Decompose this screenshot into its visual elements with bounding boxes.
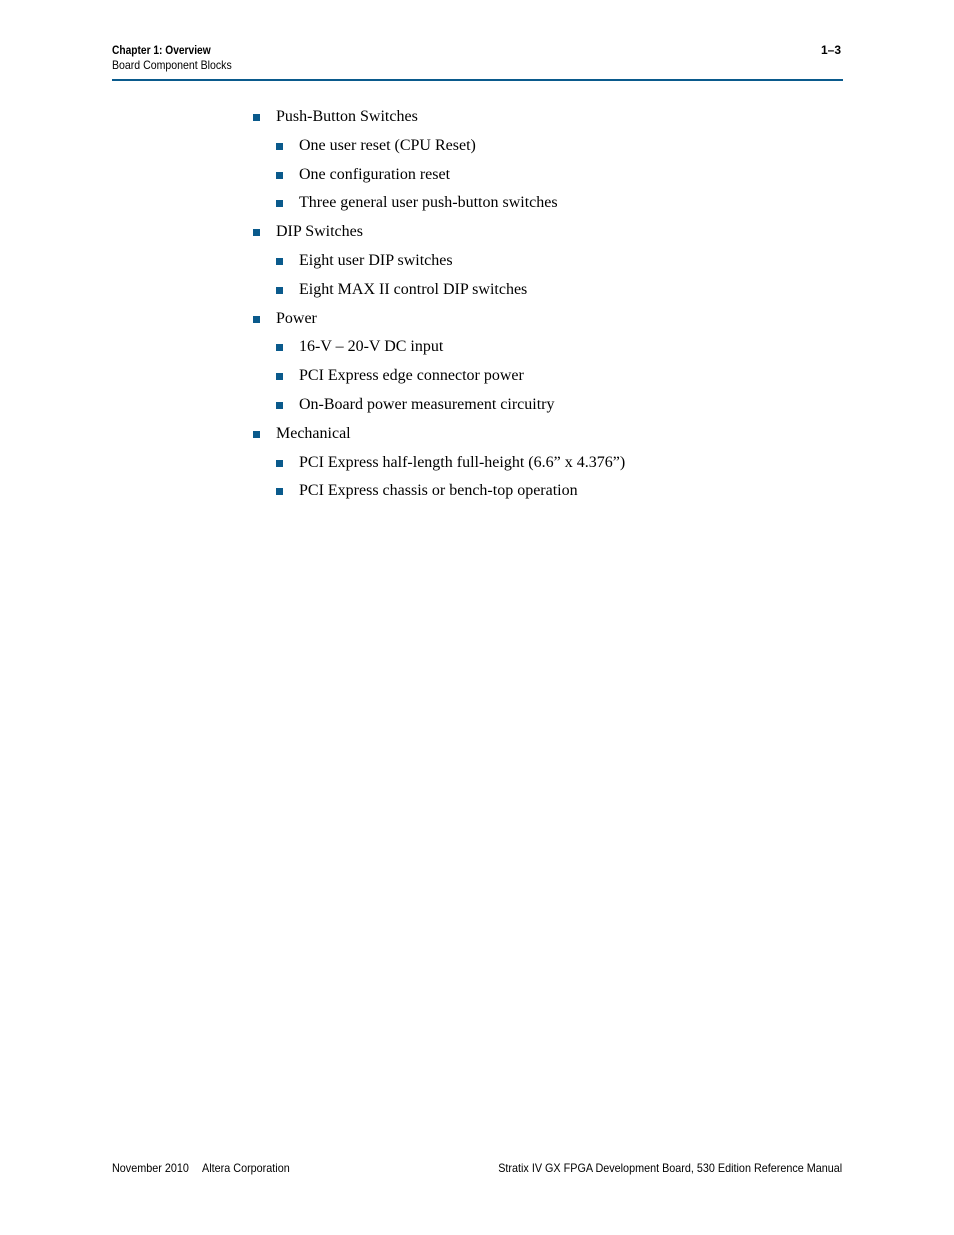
sub-bullet-square-icon	[276, 287, 283, 294]
sub-bullet-square-icon	[276, 200, 283, 207]
list-item: Push-Button Switches	[276, 108, 418, 125]
sub-list-item: Three general user push-button switches	[299, 194, 558, 212]
bullet-square-icon	[253, 114, 260, 121]
sub-list-item: Eight MAX II control DIP switches	[299, 280, 528, 298]
sub-bullet-square-icon	[276, 373, 283, 380]
sub-bullet-square-icon	[276, 344, 283, 351]
list-item: DIP Switches	[276, 223, 363, 241]
sub-bullet-square-icon	[276, 143, 283, 150]
sub-list-item: Eight user DIP switches	[299, 252, 453, 269]
sub-list-item: PCI Express half-length full-height (6.6” x 4.376”)	[299, 453, 626, 471]
sub-list-item: One configuration reset	[299, 165, 451, 183]
footer-company: Altera Corporation	[202, 1161, 290, 1175]
sub-list-item: 16-V – 20-V DC input	[299, 338, 444, 356]
sub-bullet-square-icon	[276, 172, 283, 179]
bullet-square-icon	[253, 431, 260, 438]
footer-date: November 2010	[112, 1161, 189, 1175]
sub-bullet-square-icon	[276, 258, 283, 265]
list-item: Power	[276, 309, 317, 327]
sub-bullet-square-icon	[276, 488, 283, 495]
sub-list-item: PCI Express edge connector power	[299, 367, 524, 385]
section-title: Board Component Blocks	[112, 58, 232, 72]
sub-list-item: PCI Express chassis or bench-top operation	[299, 482, 578, 500]
bullet-square-icon	[253, 229, 260, 236]
page-number: 1–3	[820, 43, 841, 57]
list-item: Mechanical	[276, 424, 351, 442]
sub-bullet-square-icon	[276, 402, 283, 409]
footer-left	[112, 1161, 301, 1175]
bullet-square-icon	[253, 316, 260, 323]
chapter-title: Chapter 1: Overview	[112, 43, 211, 57]
sub-list-item: On-Board power measurement circuitry	[299, 396, 555, 413]
page-header	[112, 43, 843, 81]
sub-bullet-square-icon	[276, 460, 283, 467]
footer-manual-title: Stratix IV GX FPGA Development Board, 530 Edition Reference Manual	[498, 1161, 842, 1175]
sub-list-item: One user reset (CPU Reset)	[299, 136, 476, 154]
